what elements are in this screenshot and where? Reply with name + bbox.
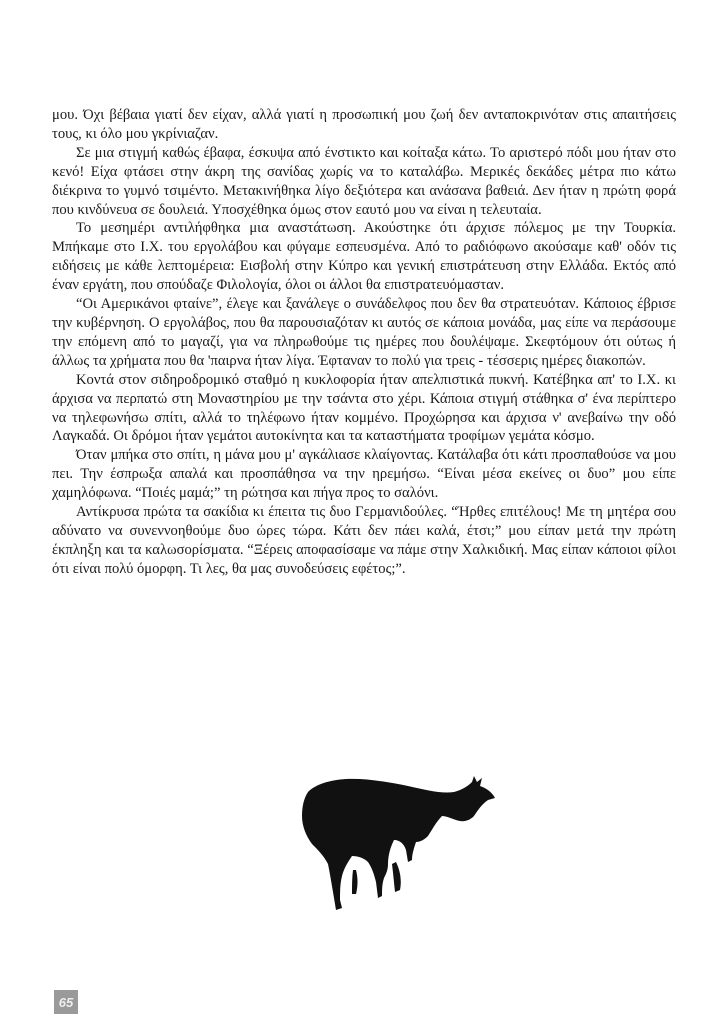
body-text — [52, 106, 676, 579]
paragraph-1: μου. Όχι βέβαια γιατί δεν είχαν, αλλά γιατί η προσωπική μου ζωή δεν ανταποκρινόταν στις απαιτήσεις τους, κι όλο μου γκρίνιαζαν. — [52, 107, 676, 142]
paragraph-4: “Οι Αμερικάνοι φταίνε”, έλεγε και ξανάλεγε ο συνάδελφος που δεν θα στρατευόταν. Κάποιος έβρισε την κυβέρνηση. Ο εργολάβος, που θα παρουσιαζόταν κι αυτός σε κάποια μονάδα, μας είπε να περάσουμε την επόμενη από το μαγαζί, για να πληρωθούμε τις ημέρες που δουλέψαμε. Σκεφτόμουν ότι ούτως ή άλλως τα χρήματα που θα 'παιρνα ήταν λίγα. Έφταναν το πολύ για τρεις - τέσσερις ημέρες διακοπών. — [52, 296, 676, 369]
bull-silhouette-icon — [296, 770, 496, 915]
paragraph-3: Το μεσημέρι αντιλήφθηκα μια αναστάτωση. Ακούστηκε ότι άρχισε πόλεμος με την Τουρκία. Μπήκαμε στο Ι.Χ. του εργολάβου και φύγαμε εσπευσμένα. Από το ραδιόφωνο ακούσαμε καθ' οδόν τις ειδήσεις με κάθε λεπτομέρεια: Εισβολή στην Κύπρο και γενική επιστράτευση στην Ελλάδα. Εκτός από έναν εργάτη, που σπούδαζε Φιλολογία, όλοι οι άλλοι θα επιστρατευόμασταν. — [52, 220, 676, 294]
paragraph-5: Κοντά στον σιδηροδρομικό σταθμό η κυκλοφορία ήταν απελπιστικά πυκνή. Κατέβηκα απ' το Ι.Χ. κι άρχισα να περπατώ στη Μοναστηρίου με την τσάντα στο χέρι. Κάποια στιγμή στάθηκα σ' ένα περίπτερο να τηλεφωνήσω σπίτι, αλλά το τηλέφωνο ήταν κομμένο. Προχώρησα και άρχισα ν' ανεβαίνω την οδό Λαγκαδά. Οι δρόμοι ήταν γεμάτοι αυτοκίνητα και τα καταστήματα τροφίμων γεμάτα κόσμο. — [52, 371, 676, 445]
page-number: 65 — [54, 990, 78, 1014]
paragraph-6: Όταν μπήκα στο σπίτι, η μάνα μου μ' αγκάλιασε κλαίγοντας. Κατάλαβα ότι κάτι προσπαθούσε να μου πει. Την έσπρωξα απαλά και προσπάθησα να την ηρεμήσω. “Είναι μέσα εκείνες οι δυο” μου είπε χαμηλόφωνα. “Ποιές μαμά;” τη ρώτησα και πήγα προς το σαλόνι. — [52, 447, 676, 502]
paragraph-2: Σε μια στιγμή καθώς έβαφα, έσκυψα από ένστικτο και κοίταξα κάτω. Το αριστερό πόδι μου ήταν στο κενό! Είχα φτάσει στην άκρη της σανίδας χωρίς να το καταλάβω. Μερικές δεκάδες μέτρα πιο κάτω διέκρινα το γυμνό τσιμέντο. Μετακινήθηκα λίγο δεξιότερα και ανάσανα βαθειά. Δεν ήταν η πρώτη φορά που κινδύνευα σε δουλειά. Υποσχέθηκα όμως στον εαυτό μου να είναι η τελευταία. — [52, 144, 676, 218]
paragraph-7: Αντίκρυσα πρώτα τα σακίδια κι έπειτα τις δυο Γερμανιδούλες. “Ήρθες επιτέλους! Με τη μητέρα σου αδύνατο να συνεννοηθούμε δυο ώρες τώρα. Κάτι δεν πάει καλά, έτσι;” μου είπαν μετά την πρώτη έκπληξη και τα καλωσορίσματα. “Ξέρεις αποφασίσαμε να πάμε στην Χαλκιδική. Μας είπαν κάποιοι φίλοι ότι είναι πολύ όμορφη. Τι λες, θα μας συνοδεύσεις εφέτος;”. — [52, 504, 676, 577]
